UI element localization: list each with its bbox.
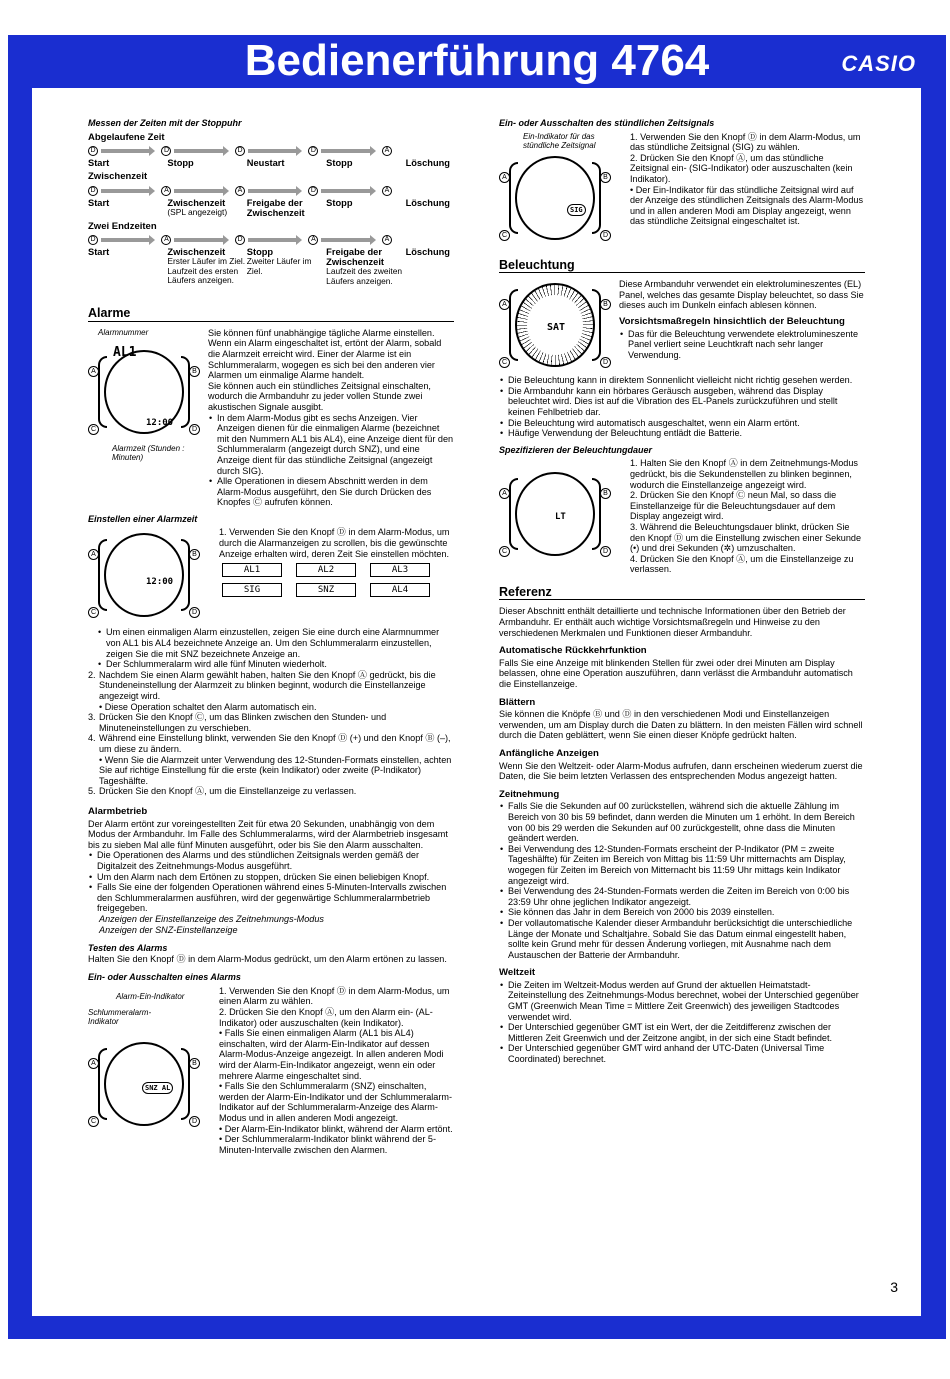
stopwatch-step-name: Stopp [326, 197, 353, 208]
arrow-right-icon [321, 189, 369, 193]
betrieb-sub-2: Anzeigen der SNZ-Einstellanzeige [99, 924, 238, 935]
duration-text [619, 458, 865, 575]
stopwatch-step [88, 198, 167, 218]
watch-diagram [88, 1028, 200, 1140]
stopwatch-step-name: Freigabe der Zwischenzeit [246, 197, 305, 218]
button-d-icon: D [88, 146, 98, 156]
stopwatch-step [247, 198, 326, 218]
list-item: • Der Unterschied gegenüber GMT ist ein Wert, der die Zeitdifferenz zwischen der Mittleren Zeit Greenwich und der Zeitzone angibt, in der sich eine Stadt befindet. [499, 1022, 865, 1043]
set-step1: 1. Verwenden Sie den Knopf Ⓓ in dem Alarm-Modus, um durch die Alarmanzeigen zu scrollen, bis die gewünschte Anzeige erhalten wird, deren Zeit Sie einstellen möchten. [219, 527, 450, 559]
arrow-right-icon [321, 238, 369, 242]
button-b-icon: B [189, 366, 200, 377]
stopwatch-step-names [88, 198, 454, 218]
alarme-title: Alarme [88, 308, 454, 322]
button-d-icon: D [235, 146, 245, 156]
duration-item: 4. Drücken Sie den Knopf Ⓐ, um die Einstellanzeige zu verlassen. [630, 553, 854, 575]
alarme-bullets [208, 413, 454, 508]
referenz-intro: Dieser Abschnitt enthält detaillierte und technische Informationen über den Betrieb der Armbanduhr. Er enthält auch wichtige Vorsichtsmaßregeln und Hinweise zu den verschiedenen Merkmalen und Funktionen dieser Armbanduhr. [499, 606, 846, 638]
list-item: • Die Operationen des Alarms und des stündlichen Zeitsignals werden gemäß der Digitalzeit des Zeitnehmungs-Modus ausgeführt. [88, 850, 454, 871]
alarm-on-indicator-caption: Alarm-Ein-Indikator [116, 991, 185, 1001]
seq-box: SNZ [296, 583, 356, 597]
button-d-icon: D [308, 186, 318, 196]
stopwatch-step [247, 158, 326, 168]
set-alarm-text [208, 527, 454, 623]
alarmbetrieb-text: Der Alarm ertönt zur voreingestellten Zeit für etwa 20 Sekunden, unabhängig von dem Modus der Armbanduhr. Im Falle des Schlummeralarms, wird der Alarmbetrieb insgesamt bis zu sieben Mal alle fünf Minuten ausgeführt, oder bis Sie den Alarm ausschalten. [88, 818, 448, 850]
button-d-icon: D [235, 235, 245, 245]
button-b-icon: B [600, 488, 611, 499]
button-c-icon: C [499, 230, 510, 241]
stopwatch-step-name: Start [88, 197, 110, 208]
light-lcd: SAT [547, 322, 566, 334]
seq-box: AL1 [222, 563, 282, 577]
step-number: 3. [88, 712, 96, 723]
watch-diagram [499, 458, 611, 570]
button-a-icon: A [308, 235, 318, 245]
button-a-icon: A [499, 299, 510, 310]
stopwatch-step-cell [88, 235, 161, 245]
onoff-item: 1. Verwenden Sie den Knopf Ⓓ in dem Alarm-Modus, um einen Alarm zu wählen. [219, 985, 450, 1007]
stopwatch-step [88, 158, 167, 168]
watch-diagram [88, 519, 200, 631]
step-item [88, 670, 454, 702]
button-a-icon: A [382, 186, 392, 196]
list-item: • Häufige Verwendung der Beleuchtung entlädt die Batterie. [499, 428, 865, 439]
set-alarm-block [88, 527, 454, 623]
stopwatch-step-name: Stopp [246, 247, 274, 258]
page-number: 3 [890, 1279, 898, 1295]
duration-item: 3. Während die Beleuchtungsdauer blinkt, drücken Sie den Knopf Ⓓ um die Einstellung zwischen einer Sekunde (•) und drei Sekunden (✲) umzuschalten. [630, 521, 862, 554]
page-title: Bedienerführung 4764 [244, 36, 710, 85]
button-d-icon: D [600, 230, 611, 241]
watch-diagram [499, 269, 611, 381]
arrow-right-icon [174, 149, 222, 153]
stopwatch-step-name: Freigabe der Zwischenzeit [326, 247, 385, 268]
stopwatch-group-label: Zwei Endzeiten [88, 220, 157, 232]
weltzeit-title: Weltzeit [499, 967, 536, 979]
stopwatch-step [167, 158, 246, 168]
onoff-item: • Der Schlummeralarm-Indikator blinkt während der 5-Minuten-Intervalle zwischen den Alarmen. [219, 1134, 436, 1155]
seq-box: AL4 [370, 583, 430, 597]
watch-diagram [499, 142, 611, 254]
button-c-icon: C [88, 607, 99, 618]
button-a-icon: A [382, 235, 392, 245]
snz-al-indicator: SNZ AL [142, 1082, 173, 1095]
stopwatch-step-name: Start [88, 247, 110, 258]
step-text: • Diese Operation schaltet den Alarm automatisch ein. [99, 701, 317, 712]
stopwatch-step-note: Erster Läufer im Ziel. Laufzeit des ersten Läufers anzeigen. [167, 256, 246, 286]
zeitnehmung-title: Zeitnehmung [499, 788, 560, 800]
stopwatch-step-cell [235, 235, 308, 245]
button-a-icon: A [161, 235, 171, 245]
blaettern-text: Sie können die Knöpfe Ⓑ und Ⓓ in den verschiedenen Modi und Einstellanzeigen verwenden, um am Display durch die Daten zu blättern. In den meisten Fällen wird schnell durch die Daten geblättert, wenn Sie einen dieser Knöpfe gedrückt halten. [499, 709, 863, 741]
stopwatch-step-cell [308, 186, 381, 196]
list-item: • Bei Verwendung des 12-Stunden-Formats erscheint der P-Indikator (PM = zweite Tageshälfte) für Zeiten im Bereich von Mittag bis 11:59 Uhr mitternachts am Display, wogegen für Zeiten im Bereich von Mitternacht bis 11:59 Uhr mittags kein Indikator angezeigt wird. [499, 844, 865, 886]
onoff-figure [88, 986, 200, 1136]
alarm-number-caption: Alarmnummer [98, 327, 149, 337]
arrow-right-icon [248, 149, 296, 153]
stopwatch-button-row [88, 145, 454, 157]
anfaengliche-text: Wenn Sie den Weltzeit- oder Alarm-Modus aufrufen, dann erscheinen wiederum zuerst die Daten, die Sie beim letzten Verlassen des entsprechenden Modus angezeigt hatten. [499, 760, 863, 782]
stopwatch-step-name: Stopp [326, 158, 353, 169]
onoff-item: • Der Alarm-Ein-Indikator blinkt, während der Alarm ertönt. [219, 1123, 453, 1134]
alarme-text [208, 328, 454, 508]
step-text: Nachdem Sie einen Alarm gewählt haben, halten Sie den Knopf Ⓐ gedrückt, bis die Stundeneinstellung der Alarmzeit zu blinken beginnt, wodurch die Einstellanzeige angezeigt wird. [99, 669, 436, 702]
watch-face [515, 156, 595, 240]
list-item: • Der vollautomatische Kalender dieser Armbanduhr berücksichtigt die unterschiedliche Länge der Monate und Schaltjahre. Sobald Sie das Datum einmal eingestellt haben, sollte kein Grund mehr für dessen Änderung vorliegen, mit Ausnahme nach dem Austauschen der Batterie der Armbanduhr. [499, 918, 865, 960]
button-a-icon: A [88, 549, 99, 560]
button-a-icon: A [499, 488, 510, 499]
light-vors-first [619, 329, 865, 361]
stopwatch-step-note: (SPL angezeigt) [167, 206, 228, 217]
button-d-icon: D [189, 607, 200, 618]
sig-item: • Der Ein-Indikator für das stündliche Zeitsignal wird auf der Anzeige des stündlichen Zeitsignals des Alarm-Modus und in allen anderen Modi am Display angezeigt, wenn das stündliche Zeitsignal eingeschaltet ist. [630, 184, 864, 227]
step-item [88, 702, 454, 713]
list-item: • In dem Alarm-Modus gibt es sechs Anzeigen. Vier Anzeigen dienen für die einmaligen Alarme (bezeichnet mit den Nummern AL1 bis AL4), eine Anzeige dient für den Schlummeralarm (angezeigt durch SNZ), und eine Anzeige dient für das stündliche Zeitsignal (angezeigt durch SIG). [208, 413, 454, 477]
stopwatch-step-cell [161, 186, 234, 196]
watch-diagram [88, 336, 200, 448]
weltzeit-bullets [499, 980, 865, 1065]
stopwatch-step-cell [308, 146, 381, 156]
anfaengliche-title: Anfängliche Anzeigen [499, 748, 599, 759]
list-item: • Um den Alarm nach dem Ertönen zu stoppen, drücken Sie einen beliebigen Knopf. [88, 872, 454, 883]
sig-caption: Ein-Indikator für das stündliche Zeitsignal [523, 131, 596, 150]
alarmbetrieb-title: Alarmbetrieb [88, 805, 148, 817]
auto-return-text: Falls Sie eine Anzeige mit blinkenden Stellen für zwei oder drei Minuten am Display belassen, ohne eine Operation auszuführen, dann verlässt die Armbanduhr automatisch die Einstellanzeige. [499, 657, 853, 690]
button-b-icon: B [189, 1058, 200, 1069]
list-item: • Die Armbanduhr kann ein hörbares Geräusch ausgeben, während das Display beleuchtet wird. Dies ist auf die Vibration des EL-Panels zurückzuführen und stellt keinen Fehlbetrieb dar. [499, 386, 865, 418]
step-item [88, 712, 454, 733]
stopwatch-step [406, 247, 454, 286]
stopwatch-step-name: Zwischenzeit [167, 197, 226, 208]
referenz-title: Referenz [499, 587, 865, 601]
duration-lcd: LT [555, 512, 566, 523]
stopwatch-step-cell [161, 146, 234, 156]
button-a-icon: A [88, 1058, 99, 1069]
button-d-icon: D [308, 146, 318, 156]
button-d-icon: D [161, 146, 171, 156]
sig-figure [499, 132, 611, 244]
step-number: 5. [88, 786, 96, 797]
stopwatch-step-cell [382, 146, 454, 156]
arrow-right-icon [174, 189, 222, 193]
step-item [88, 755, 454, 787]
arrow-right-icon [101, 189, 149, 193]
snooze-indicator-caption: Schlummeralarm-Indikator [88, 1007, 152, 1026]
list-item: • Um einen einmaligen Alarm einzustellen, zeigen Sie eine durch eine Alarmnummer von AL1 bis AL4 bezeichnete Anzeige an. Um den Schlummeralarm einzustellen, zeigen Sie die mit SNZ bezeichnete Anzeige an. [97, 627, 454, 659]
sig-item: 1. Verwenden Sie den Knopf Ⓓ in dem Alarm-Modus, um das stündliche Zeitsignal (SIG) zu wählen. [630, 131, 861, 153]
left-column [88, 118, 454, 1155]
beleuchtung-title: Beleuchtung [499, 260, 865, 274]
stopwatch-step-cell [88, 186, 161, 196]
button-c-icon: C [88, 424, 99, 435]
stopwatch-step-names [88, 247, 454, 286]
sig-item: 2. Drücken Sie den Knopf Ⓐ, um das stündliche Zeitsignal ein- (SIG-Indikator) oder auszuschalten (kein Indikator). [630, 152, 853, 184]
list-item: • Die Beleuchtung wird automatisch ausgeschaltet, wenn ein Alarm ertönt. [499, 418, 865, 429]
alarm-lcd-number: AL1 [113, 344, 137, 360]
stopwatch-button-row [88, 234, 454, 246]
stopwatch-step-name: Start [88, 158, 110, 169]
button-a-icon: A [499, 172, 510, 183]
stopwatch-step-note: Laufzeit des zweiten Läufers anzeigen. [326, 266, 403, 286]
step-text: Während eine Einstellung blinkt, verwenden Sie den Knopf Ⓓ (+) und den Knopf Ⓑ (–), um diese zu ändern. [99, 733, 451, 754]
light-vors-title: Vorsichtsmaßregeln hinsichtlich der Beleuchtung [619, 315, 845, 327]
test-alarm-title: Testen des Alarms [88, 943, 168, 954]
step-number: 2. [88, 669, 96, 680]
arrow-right-icon [174, 238, 222, 242]
auto-return-title: Automatische Rückkehrfunktion [499, 645, 647, 657]
stopwatch-step-cell [161, 235, 234, 245]
alarme-intro [88, 328, 454, 508]
duration-item: 1. Halten Sie den Knopf Ⓐ in dem Zeitnehmungs-Modus gedrückt, bis die Sekundenstellen zu blinken beginnen, wodurch die Einstellanzeige angezeigt wird. [630, 458, 858, 490]
duration-figure [499, 458, 611, 570]
button-a-icon: A [235, 186, 245, 196]
sig-title: Ein- oder Ausschalten des stündlichen Zeitsignals [499, 118, 715, 128]
list-item: • Der Schlummeralarm wird alle fünf Minuten wiederholt. [97, 659, 454, 670]
button-d-icon: D [189, 1116, 200, 1127]
stopwatch-step [88, 247, 167, 286]
list-item: • Das für die Beleuchtung verwendete elektrolumineszente Panel verliert seine Leuchtkraft nach sehr langer Verwendung. [619, 329, 865, 361]
blaettern-title: Blättern [499, 696, 536, 708]
button-d-icon: D [189, 424, 200, 435]
header-bar [8, 35, 946, 87]
button-d-icon: D [88, 235, 98, 245]
stopwatch-step [406, 158, 454, 168]
sig-text [619, 132, 865, 244]
arrow-right-icon [248, 189, 296, 193]
stopwatch-group-label: Zwischenzeit [88, 171, 148, 183]
light-text [619, 279, 865, 375]
stopwatch-step [167, 247, 246, 286]
stopwatch-step [326, 158, 405, 168]
arrow-right-icon [321, 149, 369, 153]
duration-block [499, 458, 865, 575]
list-item: • Falls Sie die Sekunden auf 00 zurückstellen, während sich die aktuelle Zählung im Bereich von 30 bis 59 befindet, dann werden die Minuten um 1 erhöht. In dem Bereich von 00 bis 29 werden die Sekunden auf 00 zurückgestellt, ohne dass die Minuten geändert werden. [499, 801, 865, 843]
stopwatch-group-label: Abgelaufene Zeit [88, 131, 165, 143]
alarm-figure [88, 328, 200, 468]
test-alarm-text: Halten Sie den Knopf Ⓓ in dem Alarm-Modus gedrückt, um den Alarm ertönen zu lassen. [88, 953, 447, 964]
stopwatch-step [247, 247, 326, 286]
set-alarm-title: Einstellen einer Alarmzeit [88, 513, 198, 524]
onoff-item: • Falls Sie einen einmaligen Alarm (AL1 bis AL4) einschalten, wird der Alarm-Ein-Indikator auf dessen Alarm-Modus-Anzeige angezeigt. In allen anderen Modi wird der Alarm-Ein-Indikator angezeigt, wenn ein oder mehrere Alarme eingeschaltet sind. [219, 1028, 444, 1081]
stopwatch-step-name: Zwischenzeit [167, 247, 226, 258]
step-item [88, 733, 454, 754]
alarme-intro1: Sie können fünf unabhängige tägliche Alarme einstellen. Wenn ein Alarm eingeschaltet ist, ertönt der Alarm, sobald die Alarmzeit erreicht wird. Einer der Alarme ist ein Schlummeralarm, wogegen es sich bei den anderen vier Alarmen um einmalige Alarme handelt. [208, 327, 442, 381]
duration-item: 2. Drücken Sie den Knopf Ⓒ neun Mal, so dass die Einstellanzeige für die Beleuchtungsdauer auf dem Display angezeigt wird. [630, 490, 837, 522]
stopwatch-step-cell [382, 186, 454, 196]
onoff-block [88, 986, 454, 1156]
button-c-icon: C [499, 357, 510, 368]
button-d-icon: D [88, 186, 98, 196]
button-b-icon: B [189, 549, 200, 560]
alarm-lcd-time: 12:00 [146, 417, 174, 428]
right-column [499, 118, 865, 1065]
alarm-sequence [222, 563, 454, 597]
list-item: • Sie können das Jahr in dem Bereich von 2000 bis 2039 einstellen. [499, 907, 865, 918]
step-number: 4. [88, 733, 96, 744]
stopwatch-step [167, 198, 246, 218]
stopwatch-step-name: Neustart [246, 158, 285, 169]
set-steps [88, 670, 454, 797]
step-item [88, 786, 454, 797]
button-d-icon: D [600, 357, 611, 368]
stopwatch-step-cell [235, 186, 308, 196]
onoff-item: • Falls Sie den Schlummeralarm (SNZ) einschalten, werden der Alarm-Ein-Indikator und der Schlummeralarm-Indikator auf der Schlummeralarm-Anzeige des Alarm-Modus und in allen anderen Modi angezeigt. [219, 1081, 452, 1123]
stopwatch-button-row [88, 185, 454, 197]
betrieb-sub-1: Anzeigen der Einstellanzeige des Zeitnehmungs-Modus [99, 913, 324, 924]
list-item: • Alle Operationen in diesem Abschnitt werden in dem Alarm-Modus ausgeführt, den Sie durch Drücken des Knopfes Ⓒ aufrufen können. [208, 476, 454, 508]
stopwatch-step-cell [308, 235, 381, 245]
onoff-title: Ein- oder Ausschalten eines Alarms [88, 972, 241, 983]
casio-logo: CASIO [841, 51, 916, 76]
seq-box: SIG [222, 583, 282, 597]
stopwatch-step-note: Zweiter Läufer im Ziel. [246, 256, 312, 276]
light-intro: Diese Armbanduhr verwendet ein elektrolumineszentes (EL) Panel, welches das gesamte Display beleuchtet, so dass Sie dieses auch im Dunkeln einfach ablesen können. [619, 279, 864, 311]
set-alarm-lcd: 12:00 [146, 577, 174, 588]
sig-indicator: SIG [567, 204, 586, 217]
seq-box: AL2 [296, 563, 356, 577]
step-text: • Wenn Sie die Alarmzeit unter Verwendung des 12-Stunden-Formats einstellen, achten Sie auf richtige Einstellung für die erste (kein Indikator) oder zweite (P-Indikator) Tageshälfte. [99, 754, 452, 786]
stopwatch-title: Messen der Zeiten mit der Stoppuhr [88, 118, 242, 128]
arrow-right-icon [101, 238, 149, 242]
list-item: • Die Zeiten im Weltzeit-Modus werden auf Grund der aktuellen Heimatstadt-Zeiteinstellung des Zeitnehmungs-Modus berechnet, wobei der Unterschied gegenüber GMT (Greenwich Mean Time = Mittlere Zeit Greenwich) des jeweiligen Stadtcodes verwendet wird. [499, 980, 865, 1022]
stopwatch-step-cell [382, 235, 454, 245]
button-b-icon: B [600, 172, 611, 183]
alarmbetrieb-bullets [88, 850, 454, 914]
set-bullets [88, 627, 454, 669]
seq-box: AL3 [370, 563, 430, 577]
stopwatch-step-cell [235, 146, 308, 156]
stopwatch-groups [88, 133, 454, 287]
step-text: Drücken Sie den Knopf Ⓐ, um die Einstellanzeige zu verlassen. [99, 786, 357, 797]
arrow-right-icon [248, 238, 296, 242]
list-item: • Der Unterschied gegenüber GMT wird anhand der UTC-Daten (Universal Time Coordinated) berechnet. [499, 1043, 865, 1064]
watch-face [104, 533, 184, 617]
stopwatch-step-name: Löschung [405, 197, 450, 208]
button-b-icon: B [600, 299, 611, 310]
stopwatch-step [326, 247, 405, 286]
alarme-intro2: Sie können auch ein stündliches Zeitsignal einschalten, wodurch die Armbanduhr zu jeder vollen Stunde zwei akustischen Signale ausgibt. [208, 380, 431, 412]
button-d-icon: D [600, 546, 611, 557]
stopwatch-step-name: Stopp [167, 158, 194, 169]
alarm-time-caption: Alarmzeit (Stunden : Minuten) [112, 443, 185, 462]
zeitnehmung-bullets [499, 801, 865, 960]
sig-block [499, 132, 865, 244]
list-item: • Die Beleuchtung kann in direktem Sonnenlicht vielleicht nicht richtig gesehen werden. [499, 375, 865, 386]
list-item: • Falls Sie eine der folgenden Operationen während eines 5-Minuten-Intervalls zwischen den Schlummeralarmen ausführen, wird der gegenwärtige Schlummeralarmbetrieb freigegeben. [88, 882, 454, 914]
button-a-icon: A [88, 366, 99, 377]
set-alarm-figure [88, 527, 200, 623]
light-block [499, 279, 865, 375]
button-a-icon: A [382, 146, 392, 156]
list-item: • Bei Verwendung des 24-Stunden-Formats werden die Zeiten im Bereich von 0:00 bis 23:59 Uhr ohne jeglichen Indikator angezeigt. [499, 886, 865, 907]
stopwatch-step-name: Löschung [405, 247, 450, 258]
stopwatch-step-cell [88, 146, 161, 156]
stopwatch-step [406, 198, 454, 218]
onoff-text [208, 986, 454, 1156]
stopwatch-step [326, 198, 405, 218]
light-bullets [499, 375, 865, 439]
duration-title: Spezifizieren der Beleuchtungdauer [499, 444, 653, 455]
button-c-icon: C [499, 546, 510, 557]
stopwatch-step-name: Löschung [405, 158, 450, 169]
onoff-item: 2. Drücken Sie den Knopf Ⓐ, um den Alarm ein- (AL-Indikator) oder auszuschalten (kein Indikator). [219, 1007, 433, 1028]
light-figure [499, 279, 611, 375]
button-a-icon: A [161, 186, 171, 196]
button-c-icon: C [88, 1116, 99, 1127]
step-text: Drücken Sie den Knopf Ⓒ, um das Blinken zwischen den Stunden- und Minuteneinstellungen zu verschieben. [99, 712, 387, 733]
stopwatch-step-names [88, 158, 454, 168]
arrow-right-icon [101, 149, 149, 153]
